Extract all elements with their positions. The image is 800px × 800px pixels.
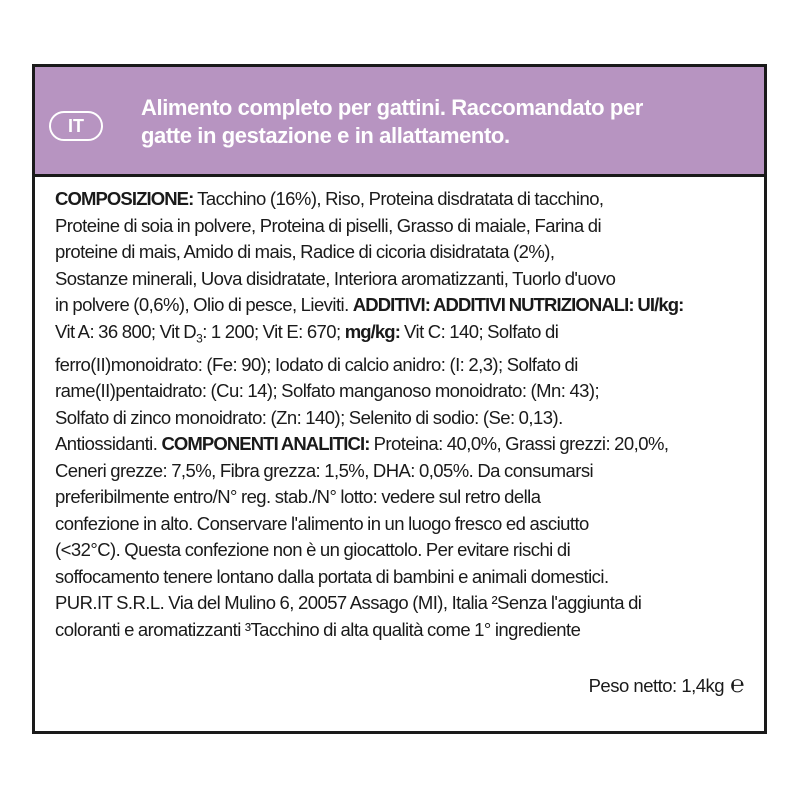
text-line: Vit A: 36 800; Vit $D_3$: 1 200; Vit E: 670; mg/kg: Vit C: 140; Solfato di: [55, 320, 559, 346]
product-description: [141, 94, 751, 150]
net-weight-text: Peso netto: 1,4kg: [588, 675, 725, 696]
composition-label: COMPOSIZIONE:: [55, 188, 194, 209]
text-line: confezione in alto. Conservare l'alimento in un luogo fresco ed asciutto: [55, 512, 589, 534]
text-line: PUR.IT S.R.L. Via del Mulino 6, 20057 Assago (MI), Italia ²Senza l'aggiunta di: [55, 592, 642, 614]
text-line: soffocamento tenere lontano dalla portata di bambini e animali domestici.: [55, 565, 609, 587]
analytical-components-label: COMPONENTI ANALITICI:: [161, 433, 370, 455]
text-line: ferro(II)monoidrato: (Fe: 90); Iodato di calcio anidro: (I: 2,3); Solfato di: [55, 353, 578, 375]
estimated-sign-icon: ℮: [730, 671, 744, 698]
text-line: rame(II)pentaidrato: (Cu: 14); Solfato manganoso monoidrato: (Mn: 43);: [55, 380, 600, 402]
text-line: COMPOSIZIONE: Tacchino (16%), Riso, Proteina disdratata di tacchino,: [55, 188, 604, 209]
net-weight: [588, 671, 744, 698]
text-line: Ceneri grezze: 7,5%, Fibra grezza: 1,5%, DHA: 0,05%. Da consumarsi: [55, 459, 594, 481]
text-line: Antiossidanti. COMPONENTI ANALITICI: Proteina: 40,0%, Grassi grezzi: 20,0%,: [55, 433, 669, 455]
text-line: coloranti e aromatizzanti ³Tacchino di alta qualità come 1° ingrediente: [55, 618, 581, 640]
language-badge: IT: [49, 111, 103, 141]
text-line: proteine di mais, Amido di mais, Radice di cicoria disidratata (2%),: [55, 241, 555, 262]
pet-food-label: [32, 64, 767, 734]
description-line-2: gatte in gestazione e in allattamento.: [141, 123, 510, 148]
mgkg-label: mg/kg:: [344, 320, 400, 342]
label-header: [35, 67, 764, 177]
text-line: (<32°C). Questa confezione non è un giocattolo. Per evitare rischi di: [55, 539, 571, 561]
text-line: Solfato di zinco monoidrato: (Zn: 140); Selenito di sodio: (Se: 0,13).: [55, 406, 563, 428]
text-line: Sostanze minerali, Uova disidratate, Interiora aromatizzanti, Tuorlo d'uovo: [55, 267, 616, 289]
text-line: in polvere (0,6%), Olio di pesce, Lieviti. ADDITIVI: ADDITIVI NUTRIZIONALI: UI/kg:: [55, 294, 684, 315]
additives-label: ADDITIVI: ADDITIVI NUTRIZIONALI: UI/kg:: [352, 294, 684, 315]
text-line: preferibilmente entro/N° reg. stab./N° lotto: vedere sul retro della: [55, 486, 541, 508]
description-line-1: Alimento completo per gattini. Raccomandato per: [141, 95, 643, 120]
text-line: Proteine di soia in polvere, Proteina di piselli, Grasso di maiale, Farina di: [55, 214, 601, 236]
ingredients-text: [55, 186, 750, 643]
